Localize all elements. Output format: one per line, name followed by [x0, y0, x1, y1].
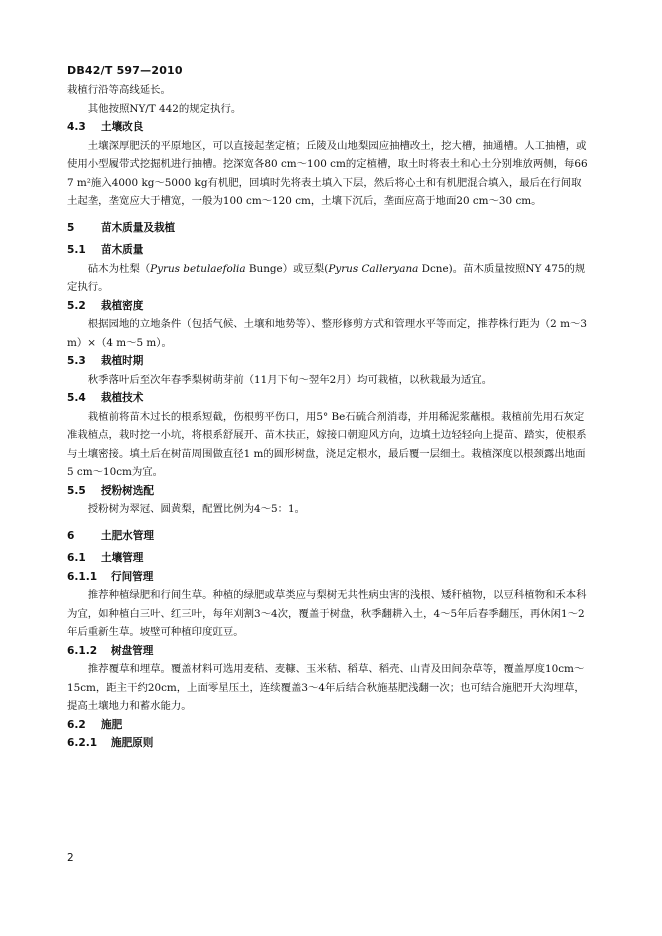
section-title: 苗木质量 — [101, 244, 144, 256]
section-title: 授粉树选配 — [101, 484, 154, 497]
text-run: Dcne)。苗木质量按照NY 475的规定执行。 — [67, 262, 586, 293]
species-name: Pyrus Calleryana — [328, 262, 419, 275]
heading-5-4 — [67, 389, 589, 408]
heading-5-2 — [67, 297, 589, 316]
section-title: 行间管理 — [111, 570, 154, 583]
section-title: 栽植时期 — [101, 355, 144, 367]
paragraph-tree-disk-management: 推荐覆草和埋草。覆盖材料可选用麦秸、麦糠、玉米秸、稻草、稻壳、山青及田间杂草等，覆盖厚度10cm～15cm，距主干约20cm，上面零星压土，连续覆盖3～4年后结合秋施基肥浅翻一次；也可结合施肥开大沟埋草，提高土壤地力和蓄水能力。 — [67, 663, 585, 712]
section-title: 施肥 — [101, 718, 123, 731]
heading-5-3 — [67, 352, 589, 371]
section-title: 苗木质量及栽植 — [101, 221, 176, 234]
heading-5-1 — [67, 241, 589, 260]
species-name: Pyrus betulaefolia — [150, 262, 246, 275]
paragraph-row-management: 推荐种植绿肥和行间生草。种植的绿肥或草类应与梨树无共性病虫害的浅根、矮秆植物，以豆科植物和禾本科为宜，如种植白三叶、红三叶，每年刈割3～4次，覆盖于树盘，秋季翻耕入土，4～5年后春季翻压，再休闲1～2年后重新生草。坡壁可种植印度豇豆。 — [67, 589, 587, 638]
section-title: 栽植密度 — [101, 299, 144, 312]
text-run: 砧木为杜梨（ — [87, 262, 151, 275]
heading-6 — [67, 527, 589, 546]
section-title: 栽植技术 — [101, 392, 144, 404]
section-number: 5 — [67, 221, 75, 234]
heading-5-5 — [67, 482, 589, 501]
section-number: 5.3 — [67, 355, 86, 367]
heading-5 — [67, 219, 589, 238]
paragraph-planting-technique: 栽植前将苗木过长的根系短截，伤根剪平伤口，用5° Be石硫合剂消毒，并用稀泥浆蘸根。栽植前先用石灰定准栽植点，栽时挖一小坑，将根系舒展开、苗木扶正，嫁接口朝迎风方向，边填土边轻轻向上提苗、踏实，使根系与土壤密接。填土后在树苗周围做直径1 m的圆形树盘，浇足定根水，最后覆一层细土。栽植深度以根颈露出地面5 cm～10cm为宜。 — [67, 410, 587, 478]
paragraph-planting-density: 根据园地的立地条件（包括气候、土壤和地势等）、整形修剪方式和管理水平等而定，推荐株行距为（2 m～3 m）×（4 m～5 m）。 — [67, 318, 587, 349]
section-number: 5.1 — [67, 244, 86, 256]
section-title: 土壤改良 — [101, 121, 144, 133]
heading-4-3 — [67, 118, 589, 137]
paragraph-planting-time: 秋季落叶后至次年春季梨树萌芽前（11月下旬～翌年2月）均可栽植，以秋栽最为适宜。 — [87, 373, 493, 386]
section-title: 土壤管理 — [101, 552, 144, 564]
section-title: 施肥原则 — [111, 737, 154, 749]
section-number: 6.2 — [67, 718, 86, 731]
standard-number-header: DB42/T 597—2010 — [67, 64, 183, 77]
paragraph-pollinizer: 授粉树为翠冠、圆黄梨，配置比例为4～5：1。 — [87, 503, 306, 515]
section-number: 6.1.1 — [67, 570, 98, 583]
paragraph-seedling-quality — [67, 260, 589, 297]
page-number: 2 — [67, 852, 74, 864]
paragraph-other-reference: 其他按照NY/T 442的规定执行。 — [87, 102, 242, 115]
heading-6-1-2 — [67, 642, 589, 661]
heading-6-1 — [67, 549, 589, 568]
paragraph-contour-line: 栽植行沿等高线延长。 — [67, 84, 171, 96]
section-number: 6.1.2 — [67, 644, 98, 657]
section-number: 5.4 — [67, 392, 86, 404]
text-run: Bunge）或豆梨( — [245, 262, 329, 275]
section-number: 6.1 — [67, 552, 86, 564]
section-title: 树盘管理 — [111, 644, 154, 657]
section-number: 4.3 — [67, 121, 86, 133]
section-number: 5.5 — [67, 484, 86, 497]
heading-6-1-1 — [67, 568, 589, 587]
section-title: 土肥水管理 — [101, 529, 154, 542]
heading-6-2-1 — [67, 734, 589, 753]
section-number: 6 — [67, 529, 75, 542]
heading-6-2 — [67, 716, 589, 735]
section-number: 6.2.1 — [67, 737, 98, 749]
page-content — [67, 81, 589, 753]
paragraph-soil-improvement: 土壤深厚肥沃的平原地区，可以直接起垄定植；丘陵及山地梨园应抽槽改土，挖大槽，抽通槽。人工抽槽，或使用小型履带式挖掘机进行抽槽。挖深宽各80 cm～100 cm的定植槽，取土时将表土和心土分别堆放两侧，每667 m²施入4000 kg～5000 kg有机肥，回填时先将表土填入下层，然后将心土和有机肥混合填入，最后在行间取土起垄，垄宽应大于槽宽，一般为100 cm～120 cm，土壤下沉后，垄面应高于地面20 cm～30 cm。 — [67, 139, 588, 207]
section-number: 5.2 — [67, 299, 86, 312]
